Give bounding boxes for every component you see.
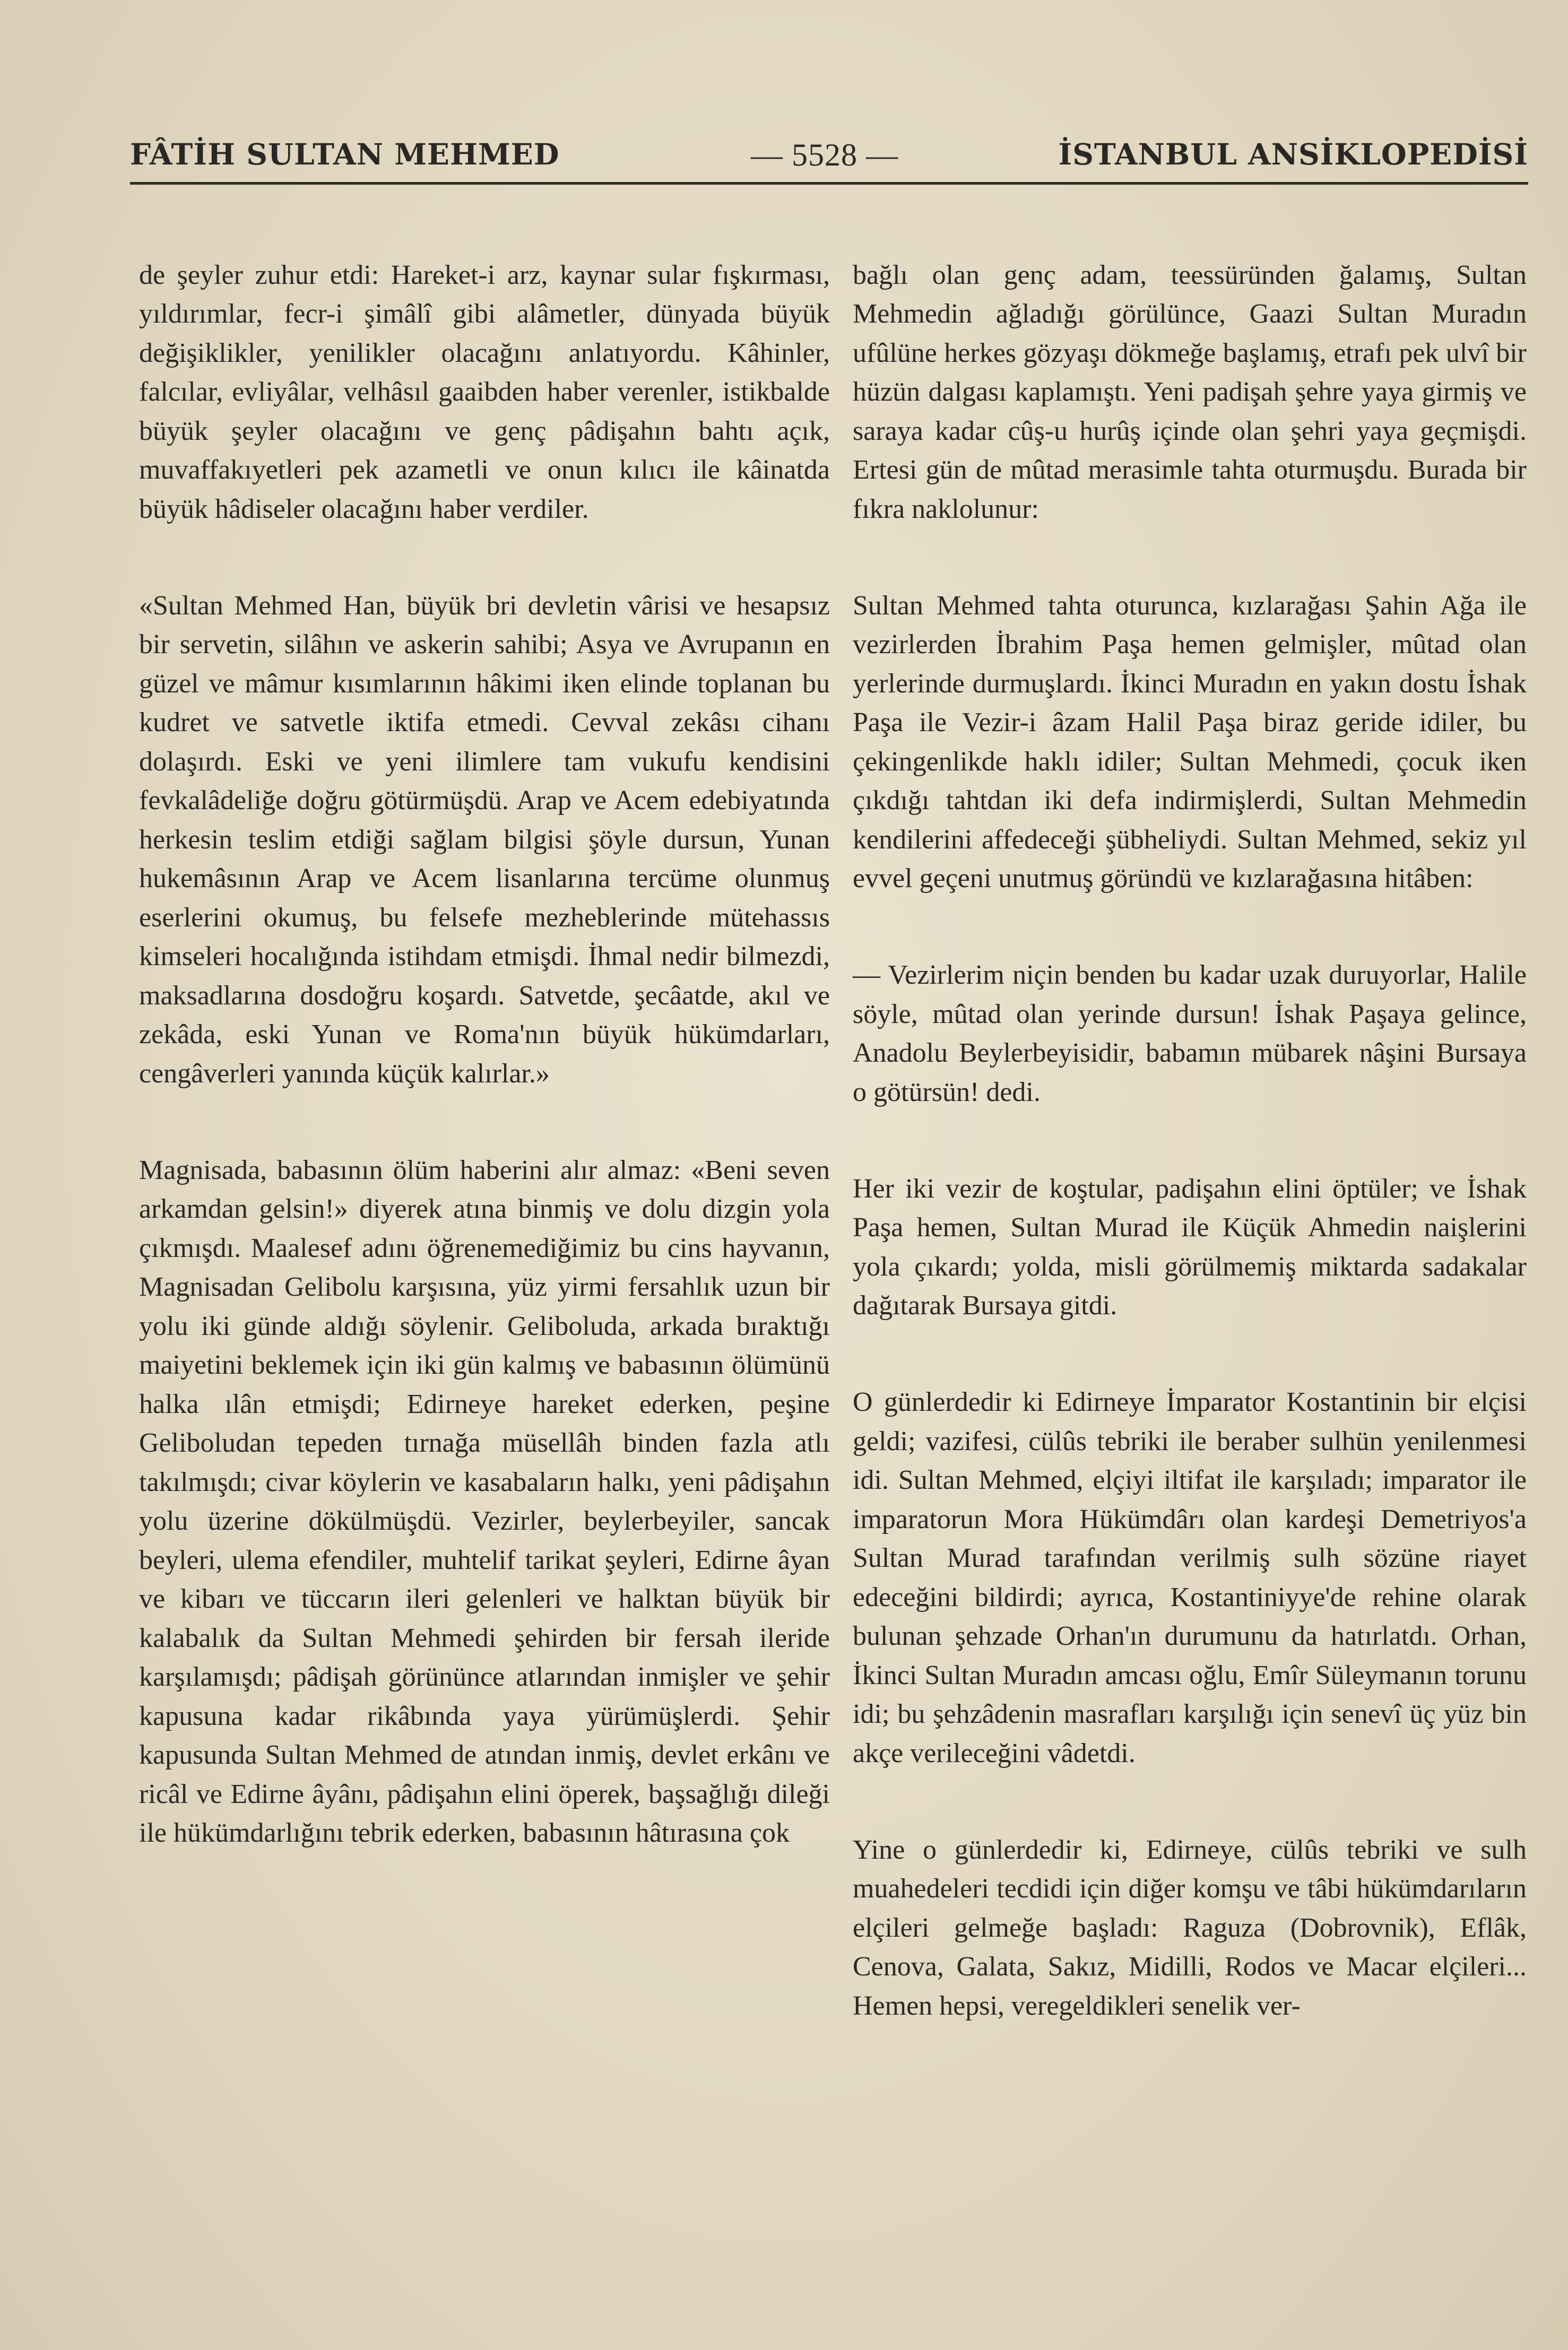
paragraph: Sultan Mehmed tahta oturunca, kızlarağası Şahin Ağa ile vezirlerden İbrahim Paşa hemen gelmişler, mûtad olan yerlerinde durmuşlardı. İkinci Muradın en yakın dostu İshak Paşa ile Vezir-i âzam Halil Paşa biraz geride idiler, bu çekingenlikde haklı idiler; Sultan Mehmedi, çocuk iken çıkdığı tahtdan iki defa indirmişlerdi, Sultan Mehmedin kendilerini affedeceği şübheliydi. Sultan Mehmed, sekiz yıl evvel geçeni unutmuş göründü ve kızlarağasına hitâben: xyxy=(853,590,1527,894)
paragraph: O günlerdedir ki Edirneye İmparator Kostantinin bir elçisi geldi; vazifesi, cülûs tebriki ile beraber sulhün yenilenmesi idi. Sultan Mehmed, elçiyi iltifat ile karşıladı; imparator ile imparatorun Mora Hükümdârı olan kardeşi Demetriyos'a Sultan Murad tarafından verilmiş sulh sözüne riayet edeceğini bildirdi; ayrıca, Kostantiniyye'de rehine olarak bulunan şehzade Orhan'ın durumunu da hatırlatdı. Orhan, İkinci Sultan Muradın amcası oğlu, Emîr Süleymanın torunu idi; bu şehzâdenin masrafları karşılığı için senevî üç yüz bin akçe verileceğini vâdetdi. xyxy=(853,1387,1527,1768)
paragraph: de şeyler zuhur etdi: Hareket-i arz, kaynar sular fışkırması, yıldırımlar, fecr-i şimâlî gibi alâmetler, dünyada büyük değişiklikler, yenilikler olacağını anlatıyordu. Kâhinler, falcılar, evliyâlar, velhâsıl gaaibden haber verenler, istikbalde büyük şeyler olacağını ve genç pâdişahın bahtı açık, muvaffakıyetleri pek azametli ve onun kılıcı ile kâinatda büyük hâdiseler olacağını haber verdiler. xyxy=(139,259,830,524)
paragraph: bağlı olan genç adam, teessüründen ğalamış, Sultan Mehmedin ağladığı görülünce, Gaazi Sultan Muradın ufûlüne herkes gözyaşı dökmeğe başlamış, etrafı pek ulvî bir hüzün dalgası kaplamıştı. Yeni padişah şehre yaya girmiş ve saraya kadar cûş-u hurûş içinde olan şehri yaya geçmişdi. Ertesi gün de mûtad merasimle tahta oturmuşdu. Burada bir fıkra naklolunur: xyxy=(853,259,1527,524)
paragraph: Her iki vezir de koştular, padişahın elini öptüler; ve İshak Paşa hemen, Sultan Murad ile Küçük Ahmedin naişlerini yola çıkardı; yolda, misli görülmemiş miktarda sadakalar dağıtarak Bursaya gitdi. xyxy=(853,1173,1527,1321)
running-header xyxy=(130,137,1528,179)
paragraph: Yine o günlerdedir ki, Edirneye, cülûs tebriki ve sulh muahedeleri tecdidi için diğer komşu ve tâbi hükümdarıların elçileri gelmeğe başladı: Raguza (Dobrovnik), Eflâk, Cenova, Galata, Sakız, Midilli, Rodos ve Macar elçileri... Hemen hepsi, veregeldikleri senelik ver- xyxy=(853,1834,1527,2021)
header-section-title: FÂTİH SULTAN MEHMED xyxy=(130,137,560,171)
paragraph: — Vezirlerim niçin benden bu kadar uzak duruyorlar, Halile söyle, mûtad olan yerinde dursun! İshak Paşaya gelince, Anadolu Beylerbeyisidir, babamın mübarek nâşini Bursaya o götürsün! dedi. xyxy=(853,960,1527,1107)
left-column xyxy=(139,216,830,1910)
header-publication-title: İSTANBUL ANSİKLOPEDİSİ xyxy=(1058,137,1528,171)
right-column xyxy=(853,216,1527,2083)
header-rule xyxy=(130,182,1528,185)
page-number: — 5528 — xyxy=(751,137,898,172)
paragraph: Magnisada, babasının ölüm haberini alır almaz: «Beni seven arkamdan gelsin!» diyerek atına binmiş ve dolu dizgin yola çıkmışdı. Maalesef adını öğrenemediğimiz bu cins hayvanın, Magnisadan Gelibolu karşısına, yüz yirmi fersahlık uzun bir yolu iki günde aldığı söylenir. Geliboluda, arkada bıraktığı maiyetini beklemek için iki gün kalmış ve babasının ölümünü halka ılân etmişdi; Edirneye hareket ederken, peşine Geliboludan tepeden tırnağa müsellâh binden fazla atlı takılmışdı; civar köylerin ve kasabaların halkı, yeni pâdişahın yolu üzerine dökülmüşdü. Vezirler, beylerbeyiler, sancak beyleri, ulema efendiler, muhtelif tarikat şeyleri, Edirne âyan ve kibarı ve tüccarın ileri gelenleri ve halktan büyük bir kalabalık da Sultan Mehmedi şehirden bir fersah ileride karşılamışdı; pâdişah görününce atlarından inmişler ve şehir kapusuna kadar rikâbında yaya yürümüşlerdi. Şehir kapusunda Sultan Mehmed de atından inmiş, devlet erkânı ve ricâl ve Edirne âyânı, pâdişahın elini öperek, başsağlığı dileği ile hükümdarlığını tebrik ederken, babasının hâtırasına çok xyxy=(139,1155,830,1848)
paragraph: «Sultan Mehmed Han, büyük bri devletin vârisi ve hesapsız bir servetin, silâhın ve askerin sahibi; Asya ve Avrupanın en güzel ve mâmur kısımlarının hâkimi iken elinde toplanan bu kudret ve satvetle iktifa etmedi. Cevval zekâsı cihanı dolaşırdı. Eski ve yeni ilimlere tam vukufu kendisini fevkalâdeliğe doğru götürmüşdü. Arap ve Acem edebiyatında herkesin teslim etdiği sağlam bilgisi şöyle dursun, Yunan hukemâsının Arap ve Acem lisanlarına tercüme olunmuş eserlerini okumuş, bu felsefe mezheblerinde mütehassıs kimseleri hocalığında istihdam etmişdi. İhmal nedir bilmezdi, maksadlarına dosdoğru koşardı. Satvetde, şecâatde, akıl ve zekâda, eski Yunan ve Roma'nın büyük hükümdarları, cengâverleri yanında küçük kalırlar.» xyxy=(139,590,830,1089)
